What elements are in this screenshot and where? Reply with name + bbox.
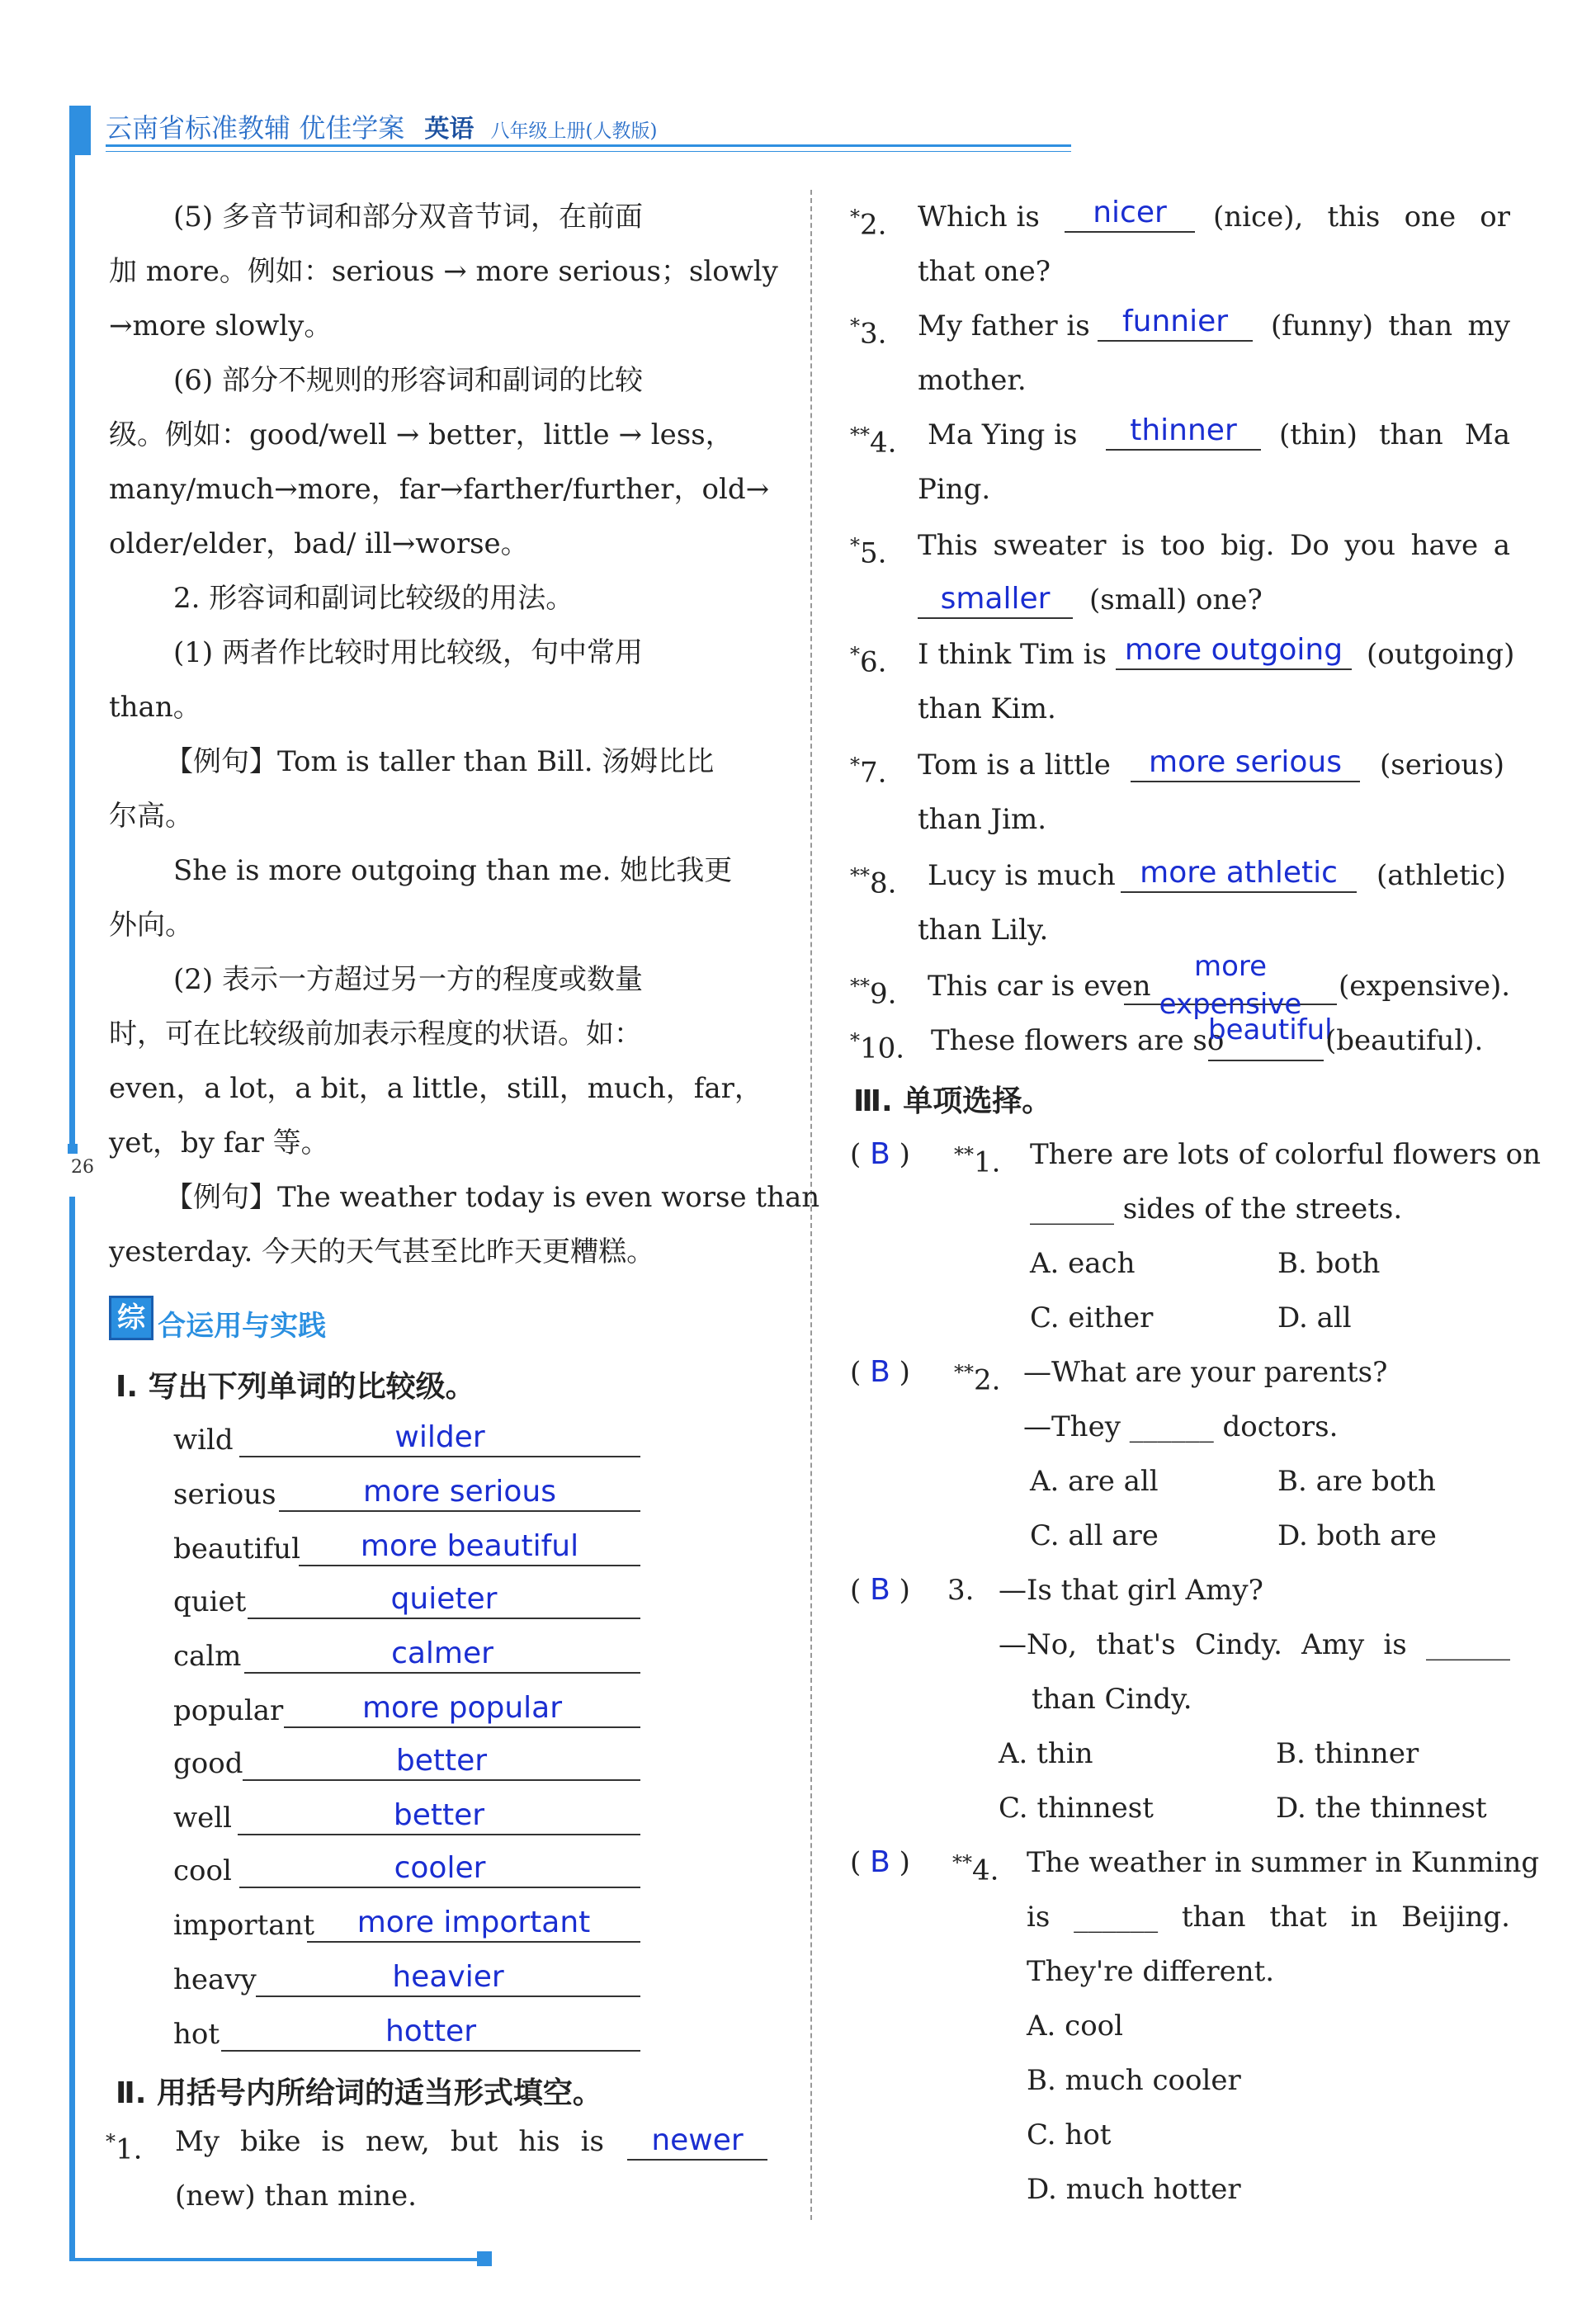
question-text: I think Tim is xyxy=(918,638,1107,671)
section2-title: Ⅱ. 用括号内所给词的适当形式填空。 xyxy=(116,2076,602,2110)
note-line: yet，by far 等。 xyxy=(109,1126,329,1160)
answer-blank[interactable]: smaller xyxy=(918,581,1073,619)
difficulty-star: * xyxy=(106,2130,116,2153)
note-line: many/much→more，far→farther/further，old→ xyxy=(109,473,770,506)
answer-blank[interactable]: heavier xyxy=(256,1959,640,1997)
difficulty-star: ** xyxy=(850,975,870,998)
option-b[interactable]: B. both xyxy=(1277,1247,1381,1280)
answer-paren: ( B ) xyxy=(850,1845,910,1879)
note-line: (1) 两者作比较时用比较级，句中常用 xyxy=(173,636,643,669)
difficulty-star: ** xyxy=(850,864,870,887)
word-label: cool xyxy=(173,1854,232,1887)
question-number xyxy=(850,857,896,902)
answer-blank[interactable]: funnier xyxy=(1098,304,1253,342)
word-label: calm xyxy=(173,1640,242,1673)
question-text: (nice), this one or xyxy=(1213,201,1510,234)
note-line: (5) 多音节词和部分双音节词，在前面 xyxy=(173,201,643,234)
word-label: serious xyxy=(173,1478,276,1511)
note-line: 尔高。 xyxy=(109,800,193,833)
difficulty-star: ** xyxy=(850,423,870,446)
option-c[interactable]: C. hot xyxy=(1027,2118,1112,2151)
question-text: (athletic) xyxy=(1376,859,1506,892)
choice-answer[interactable]: B xyxy=(870,1355,890,1389)
question-num: 9. xyxy=(870,977,897,1011)
footer-rule xyxy=(69,2258,482,2261)
question-text: mother. xyxy=(918,364,1027,397)
section3-title: Ⅲ. 单项选择。 xyxy=(853,1084,1052,1118)
left-margin-dot xyxy=(68,1144,78,1154)
header-rule xyxy=(106,144,1071,147)
note-line: yesterday. 今天的天气甚至比昨天更糟糕。 xyxy=(109,1235,655,1268)
question-number xyxy=(850,416,896,461)
section-banner-text: 合运用与实践 xyxy=(158,1310,327,1343)
option-c[interactable]: C. all are xyxy=(1030,1519,1159,1552)
question-text: (funny) than my xyxy=(1271,309,1510,342)
word-label: important xyxy=(173,1909,315,1942)
note-line: older/elder，bad/ ill→worse。 xyxy=(109,527,529,560)
series-name: 云南省标准教辅 xyxy=(106,112,291,144)
note-line: →more slowly。 xyxy=(109,309,333,342)
option-d[interactable]: D. much hotter xyxy=(1027,2173,1241,2206)
note-line: (2) 表示一方超过另一方的程度或数量 xyxy=(173,963,643,996)
question-number xyxy=(850,635,886,681)
question-stem: —Is that girl Amy? xyxy=(999,1574,1263,1607)
note-line: 外向。 xyxy=(109,909,193,942)
question-text: Tom is a little xyxy=(918,749,1111,782)
question-number xyxy=(850,967,896,1013)
option-a[interactable]: A. thin xyxy=(999,1737,1093,1770)
choice-answer[interactable]: B xyxy=(870,1137,890,1171)
answer-blank[interactable]: better xyxy=(238,1797,640,1835)
question-num: 7. xyxy=(860,756,887,790)
word-label: quiet xyxy=(173,1585,247,1618)
answer-paren: ( B ) xyxy=(850,1573,910,1607)
question-num: 4. xyxy=(972,1854,999,1887)
note-line: (6) 部分不规则的形容词和副词的比较 xyxy=(173,364,643,397)
question-num: 8. xyxy=(870,867,897,900)
difficulty-star: * xyxy=(850,643,860,666)
answer-blank[interactable]: more serious xyxy=(279,1474,640,1512)
choice-answer[interactable]: B xyxy=(870,1573,890,1607)
question-stem: They're different. xyxy=(1027,1955,1275,1988)
question-text: (beautiful). xyxy=(1325,1024,1484,1057)
answer-paren: ( B ) xyxy=(850,1355,910,1389)
option-d[interactable]: D. the thinnest xyxy=(1276,1792,1487,1825)
note-line: 级。例如：good/well → better，little → less， xyxy=(109,418,734,451)
question-stem: There are lots of colorful flowers on xyxy=(1030,1138,1541,1171)
question-number xyxy=(850,527,886,572)
question-text: These flowers are so xyxy=(931,1024,1225,1057)
question-number xyxy=(850,746,886,791)
answer-blank[interactable]: quieter xyxy=(248,1581,640,1619)
question-stem: than Cindy. xyxy=(1032,1683,1192,1716)
word-label: beautiful xyxy=(173,1533,300,1566)
question-stem: —What are your parents? xyxy=(1023,1356,1388,1389)
option-d[interactable]: D. both are xyxy=(1277,1519,1437,1552)
book-name: 优佳学案 xyxy=(299,112,405,144)
question-num: 5. xyxy=(860,536,887,570)
answer-paren: ( B ) xyxy=(850,1137,910,1171)
option-a[interactable]: A. each xyxy=(1030,1247,1136,1280)
footer-square xyxy=(477,2251,492,2266)
question-num: 4. xyxy=(870,426,897,460)
answer-blank[interactable]: newer xyxy=(627,2123,767,2161)
word-label: heavy xyxy=(173,1963,257,1996)
option-b[interactable]: B. thinner xyxy=(1276,1737,1419,1770)
question-number xyxy=(850,307,886,352)
answer-blank[interactable]: beautiful xyxy=(1208,1012,1324,1061)
example-line: 【例句】The weather today is even worse than xyxy=(165,1181,820,1214)
header-corner-bar xyxy=(69,106,91,155)
question-num: 2. xyxy=(974,1363,1001,1397)
choice-answer[interactable]: B xyxy=(870,1845,890,1879)
question-stem: —They ______ doctors. xyxy=(1023,1410,1339,1443)
note-line: even，a lot，a bit，a little，still，much，far， xyxy=(109,1072,763,1105)
subject-name: 英语 xyxy=(424,115,475,144)
question-text: (small) one? xyxy=(1089,583,1263,616)
answer-blank[interactable]: calmer xyxy=(244,1636,640,1674)
question-num: 1. xyxy=(974,1145,1001,1179)
grade-name: 八年级上册(人教版) xyxy=(490,120,658,142)
option-b[interactable]: B. much cooler xyxy=(1027,2064,1241,2097)
question-number xyxy=(106,2123,142,2168)
answer-blank[interactable]: more athletic xyxy=(1121,855,1357,893)
question-text: This car is even xyxy=(928,970,1151,1003)
option-a[interactable]: A. cool xyxy=(1027,2010,1124,2043)
question-text: This sweater is too big. Do you have a xyxy=(918,529,1510,562)
answer-blank[interactable]: better xyxy=(243,1743,640,1781)
difficulty-star: * xyxy=(850,205,860,229)
answer-blank[interactable]: more outgoing xyxy=(1116,632,1352,670)
question-text: Ma Ying is xyxy=(928,418,1078,451)
question-num: 2. xyxy=(860,208,887,242)
page-header xyxy=(106,107,658,145)
section-banner xyxy=(109,1296,326,1344)
difficulty-star: ** xyxy=(954,1361,974,1384)
difficulty-star: ** xyxy=(954,1143,974,1166)
question-number xyxy=(954,1353,1000,1399)
question-stem: is ______ than that in Beijing. xyxy=(1027,1901,1510,1934)
question-number: 3. xyxy=(947,1574,975,1607)
difficulty-star: ** xyxy=(952,1851,972,1874)
answer-blank[interactable]: nicer xyxy=(1065,195,1195,233)
difficulty-star: * xyxy=(850,534,860,557)
question-text: Lucy is much xyxy=(928,859,1116,892)
word-label: wild xyxy=(173,1424,234,1457)
question-text: (thin) than Ma xyxy=(1279,418,1510,451)
option-c[interactable]: C. either xyxy=(1030,1301,1154,1334)
answer-blank[interactable]: cooler xyxy=(239,1850,640,1888)
question-stem: ______ sides of the streets. xyxy=(1030,1193,1403,1226)
section1-title: Ⅰ. 写出下列单词的比较级。 xyxy=(116,1370,475,1404)
note-line: 加 more。例如：serious → more serious；slowly xyxy=(109,255,778,288)
page-number: 26 xyxy=(71,1157,94,1178)
answer-blank[interactable]: hotter xyxy=(221,2014,640,2052)
note-line: 2. 形容词和副词比较级的用法。 xyxy=(173,582,574,615)
word-label: hot xyxy=(173,2018,220,2051)
answer-blank[interactable]: more expensive xyxy=(1124,947,1337,1005)
header-rule-thin xyxy=(106,151,1071,152)
difficulty-star: * xyxy=(850,314,860,338)
option-d[interactable]: D. all xyxy=(1277,1301,1352,1334)
option-a[interactable]: A. are all xyxy=(1030,1465,1159,1498)
question-text: (serious) xyxy=(1380,749,1505,782)
answer-blank[interactable]: wilder xyxy=(239,1419,640,1457)
question-stem: —No, that's Cindy. Amy is ______ xyxy=(999,1628,1510,1661)
word-label: good xyxy=(173,1747,243,1780)
difficulty-star: * xyxy=(850,753,860,777)
question-num: 10. xyxy=(860,1032,905,1065)
answer-blank[interactable]: more important xyxy=(307,1905,640,1943)
question-text: (outgoing) xyxy=(1367,638,1515,671)
note-line: than。 xyxy=(109,691,201,724)
question-num: 1. xyxy=(116,2132,143,2166)
question-number xyxy=(952,1844,999,1889)
option-c[interactable]: C. thinnest xyxy=(999,1792,1154,1825)
question-text: My father is xyxy=(918,309,1090,342)
example-line: She is more outgoing than me. 她比我更 xyxy=(173,854,733,887)
question-text: that one? xyxy=(918,255,1051,288)
question-number xyxy=(954,1136,1000,1181)
question-text: than Jim. xyxy=(918,803,1047,836)
example-line: 【例句】Tom is taller than Bill. 汤姆比比 xyxy=(165,745,715,778)
question-text: (new) than mine. xyxy=(175,2180,417,2213)
difficulty-star: * xyxy=(850,1029,860,1052)
word-label: popular xyxy=(173,1694,284,1727)
question-text: My bike is new, but his is xyxy=(175,2125,604,2158)
left-margin-bar-lower xyxy=(69,1197,75,2261)
answer-blank[interactable]: thinner xyxy=(1106,413,1261,451)
question-stem: The weather in summer in Kunming xyxy=(1027,1846,1540,1879)
question-text: (expensive). xyxy=(1339,970,1511,1003)
left-margin-bar xyxy=(69,155,75,1145)
question-num: 3. xyxy=(860,317,887,351)
question-text: than Kim. xyxy=(918,692,1056,725)
question-number xyxy=(850,1022,904,1067)
word-label: well xyxy=(173,1802,232,1835)
answer-blank[interactable]: more beautiful xyxy=(299,1528,640,1566)
question-num: 6. xyxy=(860,645,887,679)
question-number xyxy=(850,198,886,243)
question-text: than Lily. xyxy=(918,914,1049,947)
section-banner-box: 综 xyxy=(109,1296,153,1340)
question-text: Which is xyxy=(918,201,1040,234)
question-text: Ping. xyxy=(918,473,991,506)
answer-blank[interactable]: more popular xyxy=(284,1690,640,1728)
option-b[interactable]: B. are both xyxy=(1277,1465,1436,1498)
note-line: 时，可在比较级前加表示程度的状语。如： xyxy=(109,1018,642,1051)
answer-blank[interactable]: more serious xyxy=(1131,744,1360,782)
